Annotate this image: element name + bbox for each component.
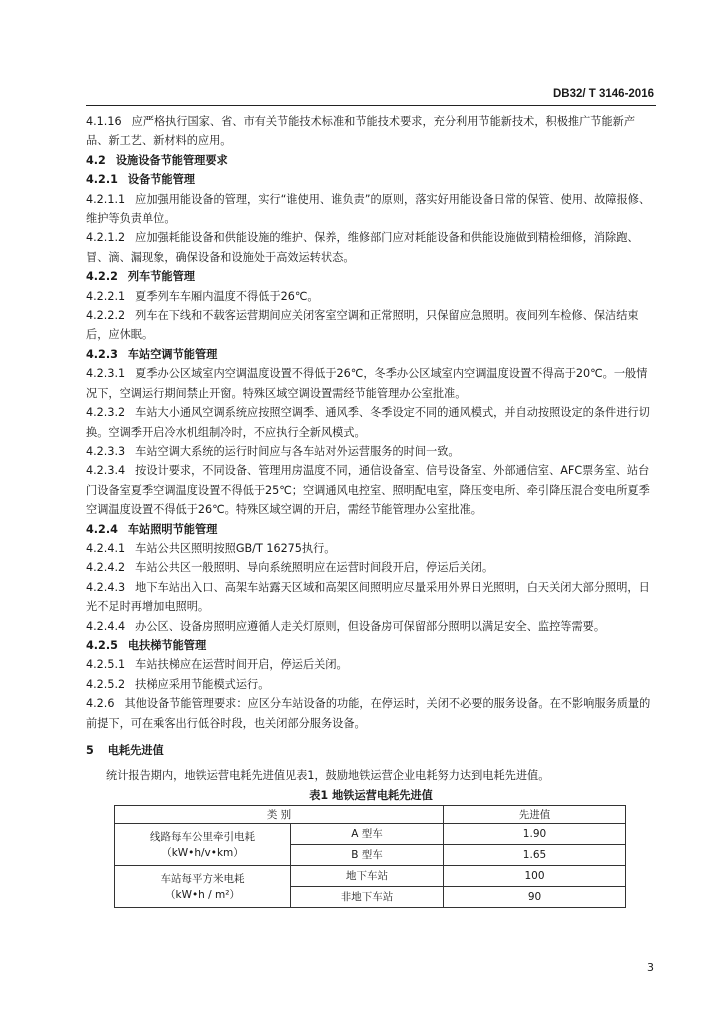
header-divider [86,105,656,106]
clause-text: 车站空调节能管理 [127,347,218,361]
clause-number: 4.2.6 [86,697,115,711]
category-unit: （kW•h / m²） [165,888,240,901]
clause-paragraph [86,442,656,461]
value-cell: 1.65 [444,845,626,866]
header-category: 类 别 [115,806,444,824]
table-body [115,824,626,908]
clause-number: 4.2.1.1 [86,192,126,206]
clause-heading [86,151,656,170]
clause-text: 其他设备节能管理要求：应区分车站设备的功能，在停运时，关闭不必要的服务设备。在不影响服务质量的前提下，可在乘客出行低谷时段，也关闭部分服务设备。 [86,697,651,730]
clause-number: 4.2.3.3 [86,444,126,458]
clause-heading [86,170,656,189]
type-cell: B 型车 [291,845,444,866]
type-cell: 地下车站 [291,866,444,887]
clause-text: 车站公共区照明按照GB/T 16275执行。 [135,541,336,555]
clause-text: 电扶梯节能管理 [127,638,207,652]
clause-paragraph [86,403,656,442]
value-cell: 90 [444,887,626,908]
clause-heading [86,520,656,539]
clause-paragraph [86,694,656,733]
clause-text: 车站大小通风空调系统应按照空调季、通风季、冬季设定不同的通风模式，并自动按照设定的条件进行切换。空调季开启冷水机组制冷时，不应执行全新风模式。 [86,406,650,439]
document-body [86,112,656,908]
type-cell: A 型车 [291,824,444,845]
clause-text: 应加强用能设备的管理，实行“谁使用、谁负责”的原则，落实好用能设备日常的保管、使用、故障报修、维护等负责单位。 [86,192,651,226]
page-number: 3 [647,961,654,974]
energy-table [114,805,626,908]
clause-list [86,112,656,733]
clause-text: 列车节能管理 [127,270,195,284]
clause-text: 设施设备节能管理要求 [115,153,228,167]
clause-number: 4.2.5.1 [86,658,126,672]
clause-text: 办公区、设备房照明应遵循人走关灯原则，但设备房可保留部分照明以满足安全、监控等需要。 [135,619,606,633]
clause-number: 4.2.3.1 [86,367,126,381]
clause-number: 4.2.2.1 [86,289,126,303]
clause-paragraph [86,306,656,345]
clause-paragraph [86,364,656,403]
clause-text: 夏季办公区域室内空调温度设置不得低于26℃，冬季办公区域室内空调温度设置不得高于20℃。一般情况下，空调运行期间禁止开窗。特殊区域空调设置需经节能管理办公室批准。 [86,367,648,400]
clause-text: 按设计要求，不同设备、管理用房温度不同，通信设备室、信号设备室、外部通信室、AFC票务室、站台门设备室夏季空调温度设置不得低于25℃；空调通风电控室、照明配电室，降压变电所、牵引降压混合变电所夏季空调温度设置不得低于26℃。特殊区域空调的开启，需经节能管理办公室批准。 [86,464,650,517]
clause-number: 4.1.16 [86,115,122,128]
section-title: 电耗先进值 [107,744,164,757]
table-row [115,866,626,887]
clause-paragraph [86,112,656,151]
clause-number: 4.2.5 [86,638,118,652]
type-cell: 非地下车站 [291,887,444,908]
table-row [115,824,626,845]
value-cell: 100 [444,866,626,887]
clause-number: 4.2.3.2 [86,406,126,420]
clause-heading [86,267,656,286]
clause-number: 4.2.2.2 [86,309,126,323]
clause-number: 4.2.1 [86,173,118,187]
clause-paragraph [86,675,656,694]
clause-heading [86,636,656,655]
clause-text: 扶梯应采用节能模式运行。 [135,677,270,691]
clause-text: 车站照明节能管理 [127,522,218,536]
clause-text: 车站空调大系统的运行时间应与各车站对外运营服务的时间一致。 [135,444,460,458]
clause-number: 4.2 [86,153,106,167]
clause-text: 地下车站出入口、高架车站露天区域和高架区间照明应尽量采用外界日光照明，白天关闭大部分照明，日光不足时再增加电照明。 [86,580,650,614]
clause-number: 4.2.4 [86,522,118,536]
clause-text: 设备节能管理 [127,173,195,187]
clause-paragraph [86,655,656,674]
clause-number: 4.2.4.2 [86,561,126,575]
section-number: 5 [86,744,94,757]
value-cell: 1.90 [444,824,626,845]
clause-text: 夏季列车车厢内温度不得低于26℃。 [135,289,319,303]
clause-text: 应加强耗能设备和供能设施的维护、保养，维修部门应对耗能设备和供能设施做到精检细修，消除跑、冒、滴、漏现象，确保设备和设施处于高效运转状态。 [86,231,639,264]
category-cell [115,866,291,908]
clause-text: 车站扶梯应在运营时间开启，停运后关闭。 [135,658,348,672]
clause-paragraph [86,228,656,267]
table-title: 表1 地铁运营电耗先进值 [309,788,433,802]
standard-code: DB32/ T 3146-2016 [552,88,654,100]
clause-number: 4.2.1.2 [86,231,126,245]
clause-number: 4.2.4.4 [86,619,126,633]
clause-number: 4.2.4.1 [86,541,126,555]
header-value: 先进值 [444,806,626,824]
clause-number: 4.2.4.3 [86,580,126,594]
clause-paragraph [86,539,656,558]
clause-text: 车站公共区一般照明、导向系统照明应在运营时间段开启，停运后关闭。 [135,561,494,575]
section-5-intro: 统计报告期内，地铁运营电耗先进值见表1，鼓励地铁运营企业电耗努力达到电耗先进值。 [106,769,550,783]
clause-paragraph [86,578,656,617]
clause-number: 4.2.2 [86,270,118,284]
clause-number: 4.2.3 [86,347,118,361]
clause-number: 4.2.3.4 [86,464,126,478]
clause-text: 列车在下线和不载客运营期间应关闭客室空调和正常照明，只保留应急照明。夜间列车检修、保洁结束后，应休眠。 [86,309,639,342]
category-unit: （kW•h/v•km） [161,846,244,859]
clause-paragraph [86,287,656,306]
clause-text: 应严格执行国家、省、市有关节能技术标准和节能技术要求，充分利用节能新技术，积极推广节能新产品、新工艺、新材料的应用。 [86,115,636,148]
clause-paragraph [86,461,656,519]
clause-paragraph [86,558,656,577]
section-5-heading [86,741,656,760]
category-name: 线路每车公里牵引电耗 [150,830,255,843]
category-name: 车站每平方米电耗 [160,872,245,885]
table-header-row [115,806,626,824]
clause-number: 4.2.5.2 [86,677,126,691]
clause-heading [86,345,656,364]
clause-paragraph [86,617,656,636]
clause-paragraph [86,190,656,229]
category-cell [115,824,291,866]
